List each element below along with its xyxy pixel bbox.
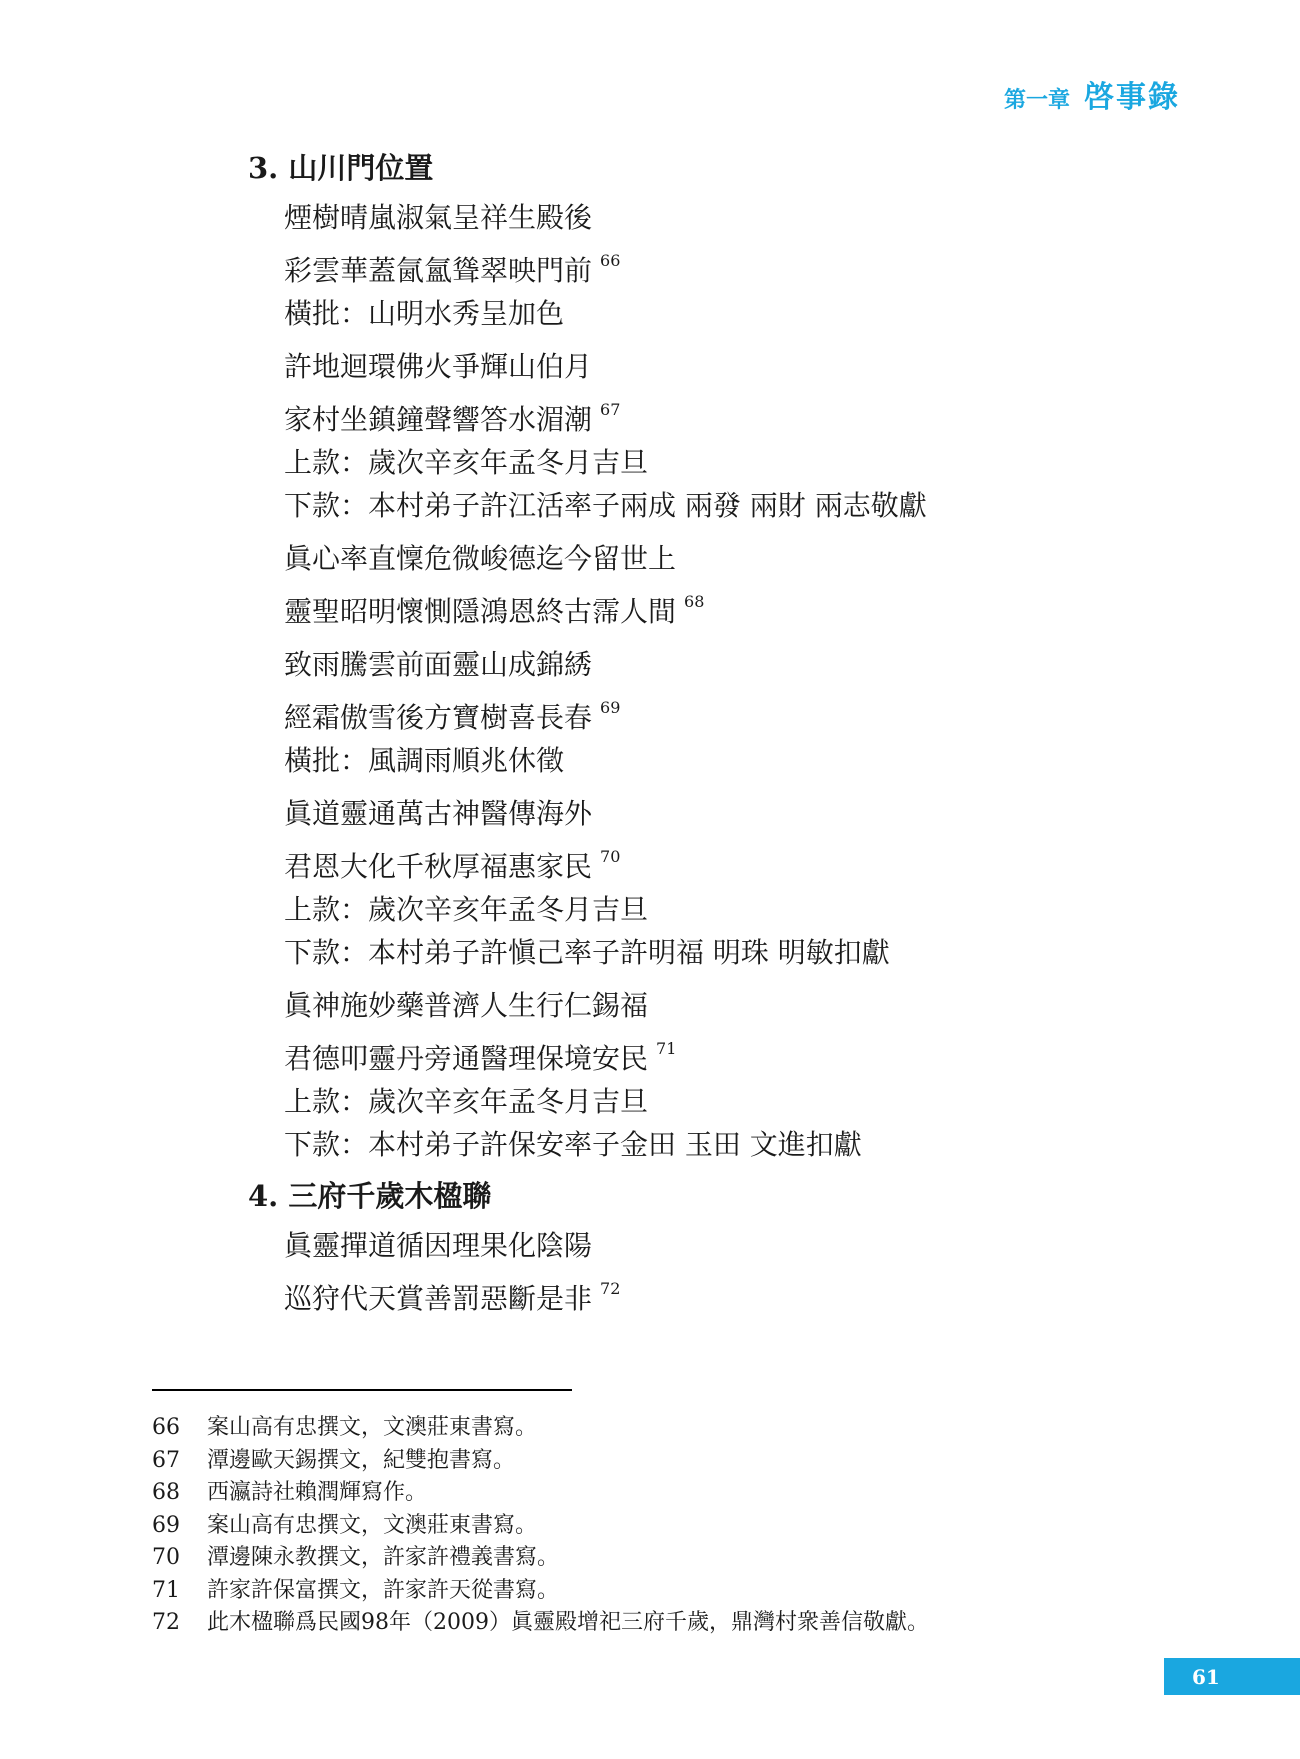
couplet-text: 經霜傲雪後方寶樹喜長春 bbox=[284, 701, 593, 734]
couplet-text: 下款：本村弟子許愼己率子許明福 明珠 明敏扣獻 bbox=[284, 936, 890, 969]
footnote-ref: 69 bbox=[600, 698, 621, 717]
couplet-text: 眞神施妙藥普濟人生行仁錫福 bbox=[284, 989, 649, 1022]
couplet-line bbox=[284, 931, 1148, 974]
footnote-text: 潭邊歐天錫撰文，紀雙抱書寫。 bbox=[207, 1447, 516, 1473]
couplet-line bbox=[284, 1123, 1148, 1166]
couplet-text: 彩雲華蓋氤氳聳翠映門前 bbox=[284, 254, 593, 287]
couplet-text: 橫批：山明水秀呈加色 bbox=[284, 297, 565, 330]
footnote-text: 潭邊陳永教撰文，許家許禮義書寫。 bbox=[207, 1545, 560, 1570]
couplet-text: 眞道靈通萬古神醫傳海外 bbox=[284, 797, 593, 830]
section-heading: 3. 山川門位置 bbox=[248, 151, 434, 185]
couplet-text: 家村坐鎮鐘聲響答水湄潮 bbox=[284, 403, 593, 436]
couplet-line bbox=[284, 388, 1148, 441]
couplet-text: 君恩大化千秋厚福惠家民 bbox=[284, 850, 593, 883]
footnote-number: 67 bbox=[152, 1447, 180, 1473]
footnote-number: 66 bbox=[152, 1415, 180, 1440]
footnote-item bbox=[152, 1542, 1152, 1575]
couplet-text: 橫批：風調雨順兆休徵 bbox=[284, 744, 565, 777]
footnote-number: 71 bbox=[152, 1577, 180, 1603]
footnote-item bbox=[152, 1510, 1152, 1543]
footnote-number: 72 bbox=[152, 1610, 180, 1635]
footnote-divider bbox=[152, 1389, 572, 1391]
couplet-text: 致雨騰雲前面靈山成錦綉 bbox=[284, 648, 593, 681]
footnote-ref: 70 bbox=[600, 847, 621, 866]
couplet-line bbox=[284, 1224, 1148, 1267]
couplet-block bbox=[284, 643, 1148, 782]
couplet-text: 上款：歲次辛亥年孟冬月吉旦 bbox=[284, 446, 649, 479]
footnote-text: 此木楹聯爲民國98年（2009）眞靈殿增祀三府千歲，鼎灣村衆善信敬獻。 bbox=[207, 1610, 929, 1635]
couplet-block bbox=[284, 792, 1148, 974]
couplet-text: 巡狩代天賞善罰惡斷是非 bbox=[284, 1282, 593, 1315]
page-number: 61 bbox=[1164, 1658, 1300, 1695]
footnote-item bbox=[152, 1412, 1152, 1445]
couplet-block bbox=[284, 1224, 1148, 1320]
running-header bbox=[1004, 72, 1180, 116]
footnote-ref: 68 bbox=[684, 592, 705, 611]
couplet-line bbox=[284, 835, 1148, 888]
couplet-block bbox=[284, 984, 1148, 1166]
footnote-item bbox=[152, 1575, 1152, 1608]
footnote-ref: 67 bbox=[600, 400, 621, 419]
couplet-line bbox=[284, 1027, 1148, 1080]
footnote-text: 案山高有忠撰文，文澳莊東書寫。 bbox=[207, 1415, 538, 1440]
footnote-item bbox=[152, 1445, 1152, 1478]
couplet-line bbox=[284, 196, 1148, 239]
couplet-line bbox=[284, 441, 1148, 484]
footnote-number: 69 bbox=[152, 1512, 180, 1538]
couplet-block bbox=[284, 196, 1148, 335]
couplet-text: 下款：本村弟子許保安率子金田 玉田 文進扣獻 bbox=[284, 1128, 862, 1161]
couplet-line bbox=[284, 739, 1148, 782]
footnote-ref: 72 bbox=[600, 1279, 621, 1298]
couplet-line bbox=[284, 484, 1148, 527]
footnote-item bbox=[152, 1607, 1152, 1640]
section-heading: 4. 三府千歲木楹聯 bbox=[248, 1179, 492, 1213]
footnotes bbox=[152, 1412, 1152, 1640]
couplet-line bbox=[284, 537, 1148, 580]
couplet-block bbox=[284, 537, 1148, 633]
couplet-text: 上款：歲次辛亥年孟冬月吉旦 bbox=[284, 893, 649, 926]
couplet-line bbox=[284, 345, 1148, 388]
couplet-line bbox=[284, 686, 1148, 739]
footnote-number: 68 bbox=[152, 1480, 180, 1505]
chapter-label: 第一章 bbox=[1003, 87, 1070, 113]
chapter-title: 啓事錄 bbox=[1084, 80, 1180, 115]
couplet-text: 眞心率直懍危微峻德迄今留世上 bbox=[284, 542, 677, 575]
couplet-line bbox=[284, 643, 1148, 686]
footnote-ref: 71 bbox=[656, 1039, 677, 1058]
footnote-ref: 66 bbox=[600, 251, 621, 270]
footnote-number: 70 bbox=[152, 1545, 180, 1570]
couplet-line bbox=[284, 1080, 1148, 1123]
couplet-line bbox=[284, 984, 1148, 1027]
couplet-text: 下款：本村弟子許江活率子兩成 兩發 兩財 兩志敬獻 bbox=[284, 489, 927, 522]
couplet-block bbox=[284, 345, 1148, 527]
footnote-text: 西瀛詩社賴潤輝寫作。 bbox=[207, 1480, 428, 1505]
couplet-text: 上款：歲次辛亥年孟冬月吉旦 bbox=[284, 1085, 649, 1118]
footnote-text: 許家許保富撰文，許家許天從書寫。 bbox=[207, 1577, 560, 1603]
couplet-line bbox=[284, 292, 1148, 335]
couplet-line bbox=[284, 239, 1148, 292]
couplet-line bbox=[284, 792, 1148, 835]
footnote-text: 案山高有忠撰文，文澳莊東書寫。 bbox=[207, 1512, 538, 1538]
couplet-text: 眞靈撣道循因理果化陰陽 bbox=[284, 1229, 593, 1262]
couplet-text: 君德叩靈丹旁通醫理保境安民 bbox=[284, 1042, 649, 1075]
couplet-text: 煙樹晴嵐淑氣呈祥生殿後 bbox=[284, 201, 593, 234]
footnote-item bbox=[152, 1477, 1152, 1510]
main-content bbox=[248, 148, 1148, 1330]
couplet-line bbox=[284, 888, 1148, 931]
couplet-text: 靈聖昭明懷惻隱鴻恩終古霈人間 bbox=[284, 595, 677, 628]
couplet-text: 許地迴環佛火爭輝山伯月 bbox=[284, 350, 593, 383]
couplet-line bbox=[284, 580, 1148, 633]
couplet-line bbox=[284, 1267, 1148, 1320]
